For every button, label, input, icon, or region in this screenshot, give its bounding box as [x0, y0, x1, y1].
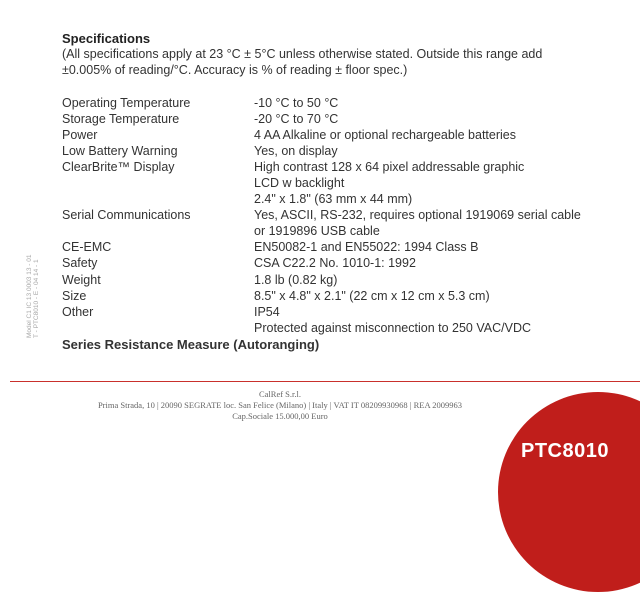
spec-note	[62, 46, 622, 78]
spec-label: ClearBrite™ Display	[62, 160, 175, 174]
spec-value: CSA C22.2 No. 1010-1: 1992	[254, 256, 416, 270]
spec-value: IP54	[254, 305, 280, 319]
spec-label: Serial Communications	[62, 208, 191, 222]
spec-label: Safety	[62, 256, 98, 270]
model-badge	[498, 392, 640, 592]
spec-value: Yes, ASCII, RS-232, requires optional 1919069 serial cable	[254, 208, 581, 222]
model-badge-label: PTC8010	[521, 440, 609, 462]
spec-title: Specifications	[62, 31, 151, 46]
footer-company: CalRef S.r.l.	[258, 389, 302, 399]
spec-value: or 1919896 USB cable	[254, 224, 380, 238]
spec-note-line: (All specifications apply at 23 °C ± 5°C unless otherwise stated. Outside this range add	[62, 47, 543, 61]
footer-capital: Cap.Sociale 15.000,00 Euro	[232, 411, 328, 421]
spec-value: Protected against misconnection to 250 VAC/VDC	[254, 321, 531, 335]
spec-label: Weight	[62, 273, 101, 287]
side-document-code	[26, 255, 40, 338]
spec-value: High contrast 128 x 64 pixel addressable graphic	[254, 160, 525, 174]
spec-value: 1.8 lb (0.82 kg)	[254, 273, 338, 287]
spec-label: Operating Temperature	[62, 96, 191, 110]
spec-label: Low Battery Warning	[62, 144, 178, 158]
section-title: Series Resistance Measure (Autoranging)	[62, 337, 320, 352]
spec-label: Storage Temperature	[62, 112, 180, 126]
spec-value: 8.5" x 4.8" x 2.1" (22 cm x 12 cm x 5.3 cm)	[254, 289, 490, 303]
footer	[20, 389, 540, 422]
spec-value: 4 AA Alkaline or optional rechargeable batteries	[254, 128, 516, 142]
side-code-line: T - PTC8010 - E - 04 14 - 1	[33, 259, 40, 338]
spec-label: Power	[62, 128, 98, 142]
spec-value: -20 °C to 70 °C	[254, 112, 339, 126]
spec-value: EN50082-1 and EN55022: 1994 Class B	[254, 240, 479, 254]
footer-address: Prima Strada, 10 | 20090 SEGRATE loc. San Felice (Milano) | Italy | VAT IT 08209930968 | REA 2009963	[97, 400, 463, 410]
side-code-line: Model C1 IC 13 0003 13 - 01	[26, 254, 33, 338]
spec-label: Other	[62, 305, 94, 319]
spec-value: LCD w backlight	[254, 176, 345, 190]
spec-value: -10 °C to 50 °C	[254, 96, 339, 110]
spec-value: Yes, on display	[254, 144, 338, 158]
footer-divider	[10, 381, 640, 382]
spec-label: CE-EMC	[62, 240, 112, 254]
spec-value: 2.4" x 1.8" (63 mm x 44 mm)	[254, 192, 413, 206]
spec-note-line: ±0.005% of reading/°C. Accuracy is % of reading ± floor spec.)	[62, 63, 408, 77]
spec-label: Size	[62, 289, 87, 303]
